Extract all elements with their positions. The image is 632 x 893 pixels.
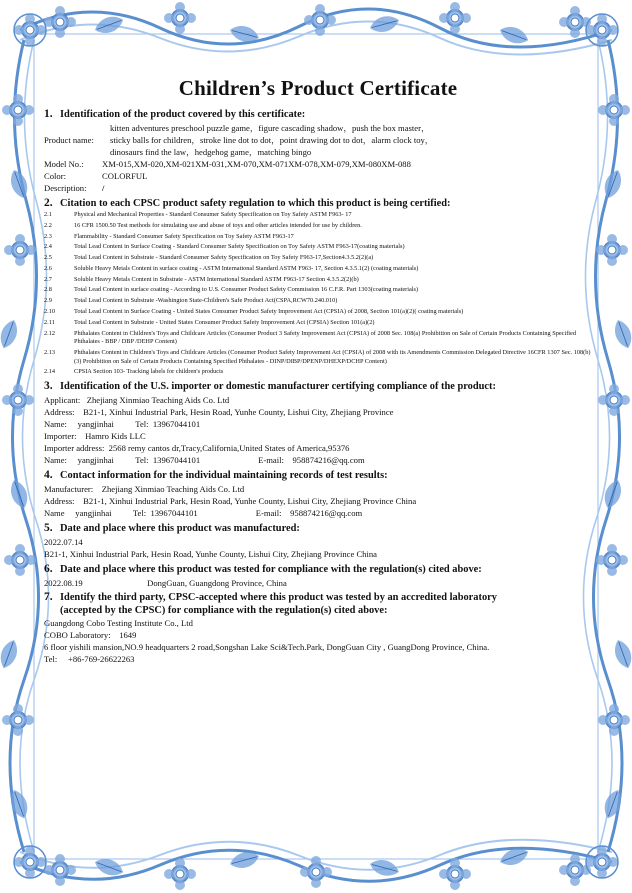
importer-contact-row [44, 454, 592, 466]
product-name-row [44, 122, 592, 158]
contact-row [44, 507, 592, 519]
test-date: 2022.08.19 [44, 578, 83, 589]
section-number: 2. [44, 197, 53, 209]
description-row [44, 182, 592, 194]
regulation-number: 2.2 [44, 221, 52, 229]
section-title [60, 591, 497, 617]
section-2-heading [44, 196, 592, 211]
manufacture-date: 2022.07.14 [44, 537, 83, 548]
regulation-item [44, 319, 592, 328]
section-number: 7. [44, 591, 53, 604]
tel-label: Tel: [44, 654, 58, 665]
regulation-number: 2.11 [44, 318, 55, 326]
contact-row [44, 418, 592, 430]
top-border-ornament [20, 2, 612, 55]
regulation-number: 2.6 [44, 264, 52, 272]
model-value: XM-015,XM-020,XM-021XM-031,XM-070,XM-071XM-078,XM-079,XM-080XM-088 [102, 159, 411, 169]
name-label: Name: [44, 419, 67, 430]
name-label: Name: [44, 455, 67, 466]
tel-value: +86-769-26622263 [68, 654, 135, 665]
regulation-item [44, 308, 592, 317]
regulation-text: Total Lead Content in Surface Coating - Standard Consumer Safety Specification on Toy Safety ASTM F963-17(coating materials) [74, 243, 405, 251]
section-5-heading [44, 521, 592, 536]
regulation-text: Soluble Heavy Metals Content in surface coating - ASTM International Standard ASTM F963- 17, Section 4.3.5.1(2) (coating materials) [74, 264, 419, 272]
regulation-number: 2.10 [44, 308, 56, 316]
regulation-number: 2.9 [44, 297, 52, 305]
regulation-item [44, 222, 592, 231]
address-value: B21-1, Xinhui Industrial Park, Hesin Road, Yunhe County, Lishui City, Zhejiang Province [83, 407, 394, 418]
product-name-line: kitten adventures preschool puzzle game，figure cascading shadow，push the box master， [110, 123, 430, 133]
regulation-text: Phthalates Content in Children's Toys and Childcare Articles (Consumer Product Safety Improvement Act (CPSIA) of 2008 with its Amendments Commission Delegated Directive 16CFR 1307 Sec. 108(b)(3) Prohibition on Sale of Certain Products Containing Specified Phthalates - DINP/DIBP/DPENP/DHEXP/DCHP Content) [74, 348, 591, 365]
color-value: COLORFUL [102, 171, 148, 181]
cpsc-lab-value: 1649 [119, 630, 137, 641]
tel-value: 13967044101 [152, 419, 201, 430]
section-title: Identification of the product covered by this certificate: [60, 109, 306, 120]
regulation-text: 16 CFR 1500.50 Test methods for simulating use and abuse of toys and other articles intended for use by children. [74, 221, 362, 229]
regulation-item [44, 243, 592, 252]
name-value: yangjinhai [77, 455, 114, 466]
email-value: 958874216@qq.com [290, 508, 363, 519]
regulation-number: 2.12 [44, 329, 56, 337]
section-title: Date and place where this product was tested for compliance with the regulation(s) cited above: [60, 564, 482, 576]
regulation-item [44, 349, 592, 366]
regulation-number: 2.1 [44, 211, 52, 218]
test-date-place-row [44, 577, 592, 589]
section-2 [44, 196, 592, 377]
importer-address-row [44, 442, 592, 454]
regulation-item [44, 211, 592, 220]
applicant-label: Applicant: [44, 395, 81, 406]
section-1 [44, 107, 592, 194]
section-7 [44, 591, 592, 665]
email-label: E-mail: [255, 508, 282, 519]
tel-label: Tel: [135, 455, 149, 466]
name-value: yangjinhai [75, 508, 112, 519]
lab-tel-row [44, 653, 592, 665]
email-label: E-mail: [258, 455, 284, 466]
regulation-text: Total Lead Content in surface coating - According to U.S. Consumer Product Safety Commission 16 C.F.R. Part 1303(coating materials) [74, 286, 419, 294]
regulation-text: Physical and Mechanical Properties - Standard Consumer Safety Specification on Toy Safety ASTM F963- 17 [74, 211, 352, 218]
section-title-line: Identify the third party, CPSC-accepted where this product was tested by an accredited laboratory [60, 592, 497, 604]
address-label: Address: [44, 407, 75, 418]
section-5 [44, 521, 592, 560]
regulation-text: Total Lead Content in Substrate -Washington State-Children's Safe Product Act(CSPA,RCW70.240.010) [74, 297, 338, 305]
section-title: Citation to each CPSC product safety regulation to which this product is being certified: [60, 198, 451, 209]
regulation-text: Total Lead Content in Substrate - United States Consumer Product Safety Improvement Act (CPSIA) Section 101(a)(2) [74, 318, 375, 326]
regulation-text: Total Lead Content in Surface Coating - United States Consumer Product Safety Improvement Act (CPSIA) of 2008, Section 101(a)(2)( coating materials) [74, 308, 464, 316]
importer-address-label: Importer address: [44, 443, 105, 454]
certificate-body [44, 76, 592, 665]
name-value: yangjinhai [77, 419, 114, 430]
description-label: Description: [44, 183, 87, 193]
section-1-heading [44, 107, 592, 122]
test-place: DongGuan, Guangdong Province, China [147, 578, 287, 589]
regulation-number: 2.5 [44, 254, 52, 262]
regulation-text: Flammability - Standard Consumer Safety Specification on Toy Safety ASTM F963-17 [74, 232, 294, 240]
tel-label: Tel: [132, 508, 147, 519]
color-row [44, 170, 592, 182]
regulation-item [44, 233, 592, 242]
color-label: Color: [44, 171, 66, 181]
applicant-value: Zhejiang Xinmiao Teaching Aids Co. Ltd [86, 395, 230, 406]
description-value: / [102, 183, 105, 193]
regulation-text: Total Lead Content in Substrate - Standard Consumer Safety Specification on Toy Safety F963-17,Section4.3.5.2(2)(a) [74, 254, 374, 262]
section-3 [44, 379, 592, 466]
section-number: 5. [44, 522, 53, 535]
lab-name: Guangdong Cobo Testing Institute Co., Ltd [44, 618, 193, 629]
applicant-row [44, 394, 592, 406]
regulation-text: Phthalates Content in Children's Toys and Childcare Articles (Consumer Product 3 Safety Improvement Act (CPSIA) of 2008 Sec. 108(a) Prohibition on Sale of Certain Products Containing Specified Phthalates - BBP / DBP /DEHP Content) [74, 329, 576, 346]
address-row [44, 406, 592, 418]
regulation-item [44, 276, 592, 285]
regulation-item [44, 265, 592, 274]
section-6-heading [44, 562, 592, 577]
section-number: 3. [44, 380, 53, 393]
regulation-number: 2.8 [44, 286, 52, 294]
tel-value: 13967044101 [150, 508, 198, 519]
product-name-value [102, 122, 592, 158]
product-name-label: Product name: [44, 135, 94, 145]
regulation-number: 2.3 [44, 232, 52, 240]
section-number: 6. [44, 563, 53, 576]
regulation-item [44, 368, 592, 377]
regulation-number: 2.13 [44, 348, 56, 356]
cpsc-lab-row [44, 629, 592, 641]
importer-value: Hamro Kids LLC [85, 431, 146, 442]
regulation-text: Soluble Heavy Metals Content in Substrate - ASTM International Standard ASTM F963-17 Section 4.3.5.2(2)(b) [74, 275, 359, 283]
section-3-heading [44, 379, 592, 394]
importer-row [44, 430, 592, 442]
regulation-item [44, 330, 592, 347]
manufacturer-value: Zhejiang Xinmiao Teaching Aids Co. Ltd [101, 484, 245, 495]
manufacturer-label: Manufacturer: [44, 484, 94, 495]
section-number: 4. [44, 469, 53, 482]
section-number: 1. [44, 108, 53, 120]
cpsc-lab-label: COBO Laboratory: [44, 630, 111, 641]
regulation-item [44, 254, 592, 263]
bottom-border-ornament [20, 840, 612, 890]
section-title: Date and place where this product was manufactured: [60, 523, 300, 535]
importer-address-value: 2568 remy cantos dr,Tracy,California,United States of America,95376 [108, 443, 350, 454]
tel-value: 13967044101 [152, 455, 201, 466]
regulation-number: 2.14 [44, 368, 56, 376]
left-border-ornament [0, 40, 49, 852]
name-label: Name [44, 508, 65, 519]
regulation-item [44, 297, 592, 306]
regulation-number: 2.4 [44, 243, 52, 251]
regulation-list [44, 211, 592, 377]
certificate-title: Children’s Product Certificate [178, 76, 458, 100]
section-title: Contact information for the individual maintaining records of test results: [60, 470, 388, 482]
importer-label: Importer: [44, 431, 77, 442]
manufacture-place: B21-1, Xinhui Industrial Park, Hesin Road, Yunhe County, Lishui City, Zhejiang Province China [44, 549, 377, 560]
tel-label: Tel: [135, 419, 149, 430]
address-value: B21-1, Xinhui Industrial Park, Hesin Road, Yunhe County, Lishui City, Zhejiang Province China [83, 496, 417, 507]
address-row [44, 495, 592, 507]
product-name-line: dinosaurs find the law，hedgehog game，matching bingo [110, 147, 312, 157]
section-6 [44, 562, 592, 589]
section-7-heading [44, 591, 592, 617]
regulation-item [44, 286, 592, 295]
model-label: Model No.: [44, 159, 84, 169]
regulation-number: 2.7 [44, 275, 52, 283]
address-label: Address: [44, 496, 75, 507]
section-title: Identification of the U.S. importer or domestic manufacturer certifying compliance of the product: [60, 381, 496, 393]
regulation-text: CPSIA Section 103- Tracking labels for children's products [74, 368, 224, 376]
model-row [44, 158, 592, 170]
section-4-heading [44, 468, 592, 483]
product-name-line: sticky balls for children，stroke line dot to dot，point drawing dot to dot，alarm clock toy， [110, 135, 434, 145]
email-value: 958874216@qq.com [292, 455, 365, 466]
lab-address: 6 floor yishili mansion,NO.9 headquarters 2 road,Songshan Lake Sci&Tech.Park, DongGuan City , GuangDong Province, China. [44, 642, 490, 653]
manufacturer-row [44, 483, 592, 495]
section-title-line: (accepted by the CPSC) for compliance with the regulation(s) cited above: [60, 605, 388, 617]
section-4 [44, 468, 592, 519]
